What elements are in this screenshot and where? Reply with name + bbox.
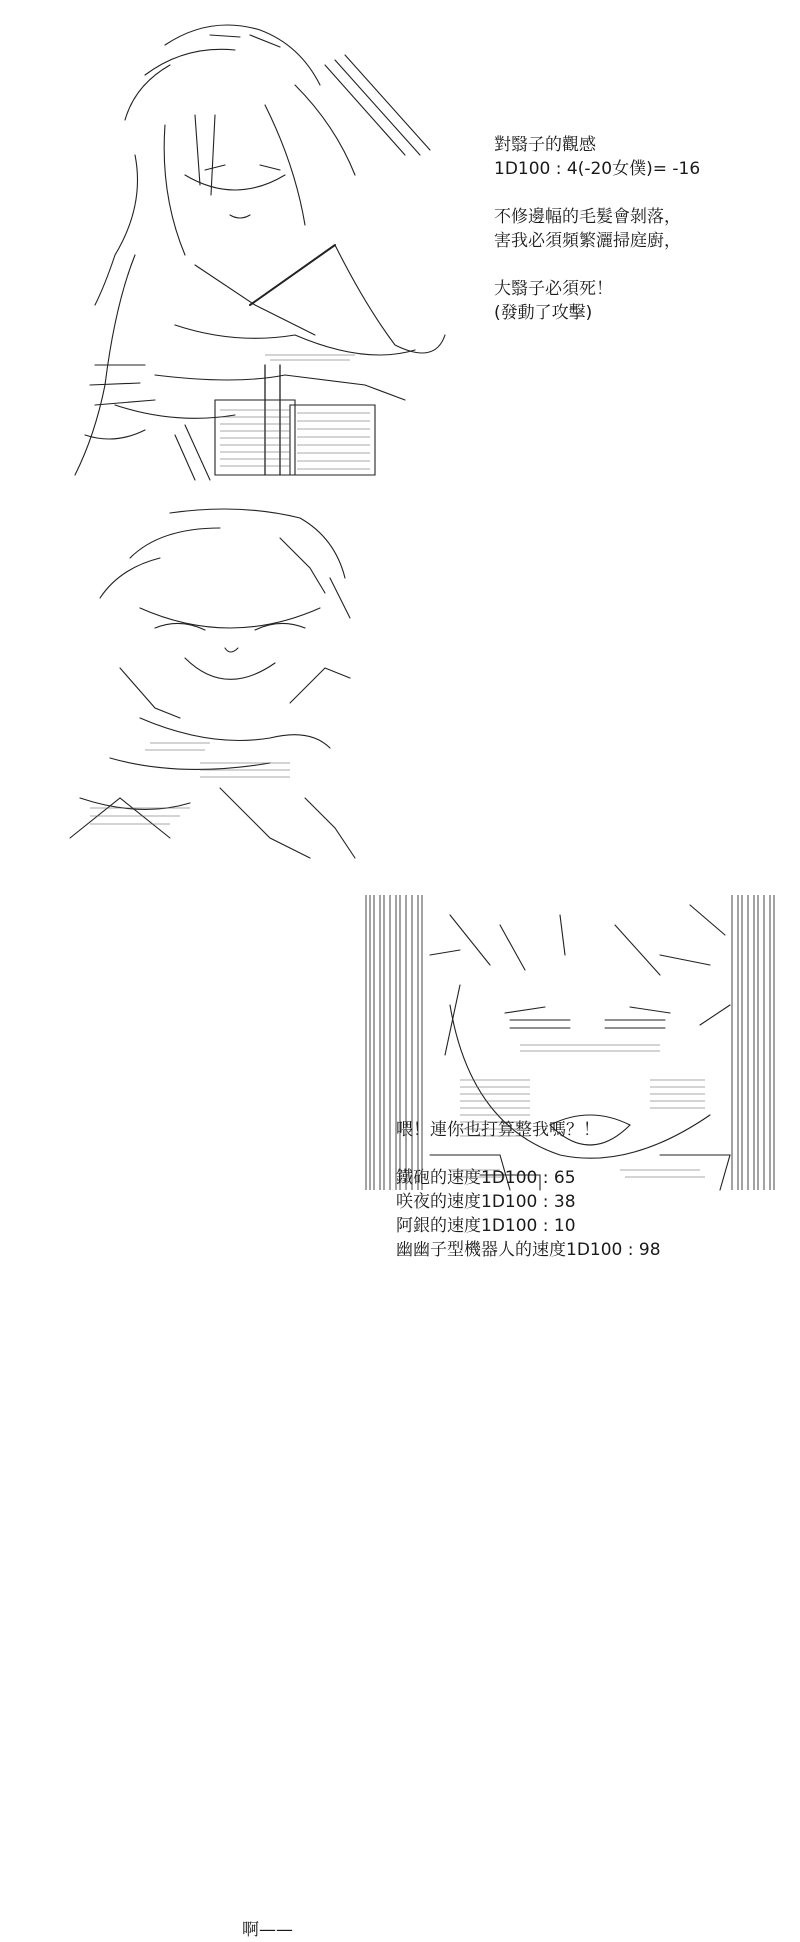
maid-ascii-art bbox=[35, 5, 455, 485]
panel-surprised-character bbox=[0, 490, 800, 1260]
panel-maid-attack bbox=[0, 0, 800, 490]
exclamation-text: 啊—— bbox=[242, 1920, 293, 1940]
caption-spacer bbox=[494, 253, 700, 277]
caption-line: 鐵砲的速度1D100 : 65 bbox=[396, 1168, 576, 1188]
surprised-character-ascii-art bbox=[60, 498, 370, 863]
caption-line: 幽幽子型機器人的速度1D100 : 98 bbox=[396, 1240, 661, 1260]
caption-line: 不修邊幅的毛髮會剝落， bbox=[494, 207, 681, 227]
caption-line: 對翳子的觀感 bbox=[494, 135, 596, 155]
caption-maid bbox=[494, 133, 700, 325]
caption-line: 喂！連你也打算整我嗎？！ bbox=[396, 1120, 600, 1140]
caption-line: 阿銀的速度1D100 : 10 bbox=[396, 1216, 576, 1236]
caption-line: 1D100 : 4(-20女僕)= -16 bbox=[494, 159, 701, 179]
caption-line: 咲夜的速度1D100 : 38 bbox=[396, 1192, 576, 1212]
caption-line: 大翳子必須死！ bbox=[494, 279, 613, 299]
shocked-face-ascii-art bbox=[360, 895, 780, 1195]
caption-spacer bbox=[494, 181, 700, 205]
caption-line: 害我必須頻繁灑掃庭廚， bbox=[494, 231, 681, 251]
caption-line: (發動了攻擊) bbox=[494, 303, 593, 323]
